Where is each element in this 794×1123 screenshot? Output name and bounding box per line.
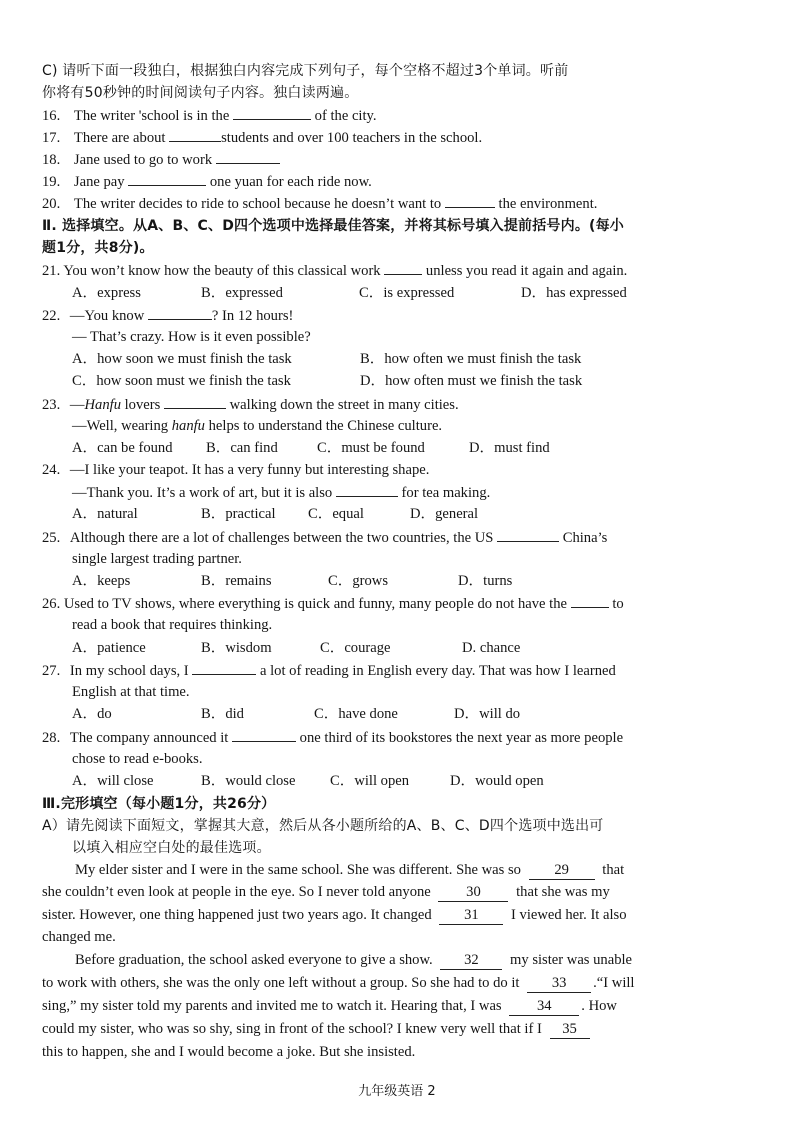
answer-blank[interactable] (445, 193, 495, 208)
answer-blank[interactable] (192, 660, 256, 675)
answer-blank[interactable] (232, 727, 296, 742)
option-b[interactable]: B．can find (206, 440, 278, 456)
passage-line: this to happen, she and I would become a joke. But she insisted. (42, 1044, 416, 1060)
answer-blank[interactable] (497, 527, 559, 542)
question-25-line1 (42, 527, 607, 548)
question-17 (42, 127, 482, 148)
question-text: ? In 12 hours! (211, 308, 294, 324)
question-18 (42, 149, 280, 170)
question-text: helps to understand the Chinese culture. (204, 418, 443, 434)
option-c[interactable]: C．courage (320, 640, 391, 656)
question-20 (42, 193, 597, 214)
cloze-blank-30[interactable]: 30 (438, 883, 508, 902)
option-a[interactable]: A．can be found (72, 440, 173, 456)
passage-text: My elder sister and I were in the same school. She was different. She was so (75, 862, 521, 878)
question-22-line1 (42, 305, 293, 326)
option-b[interactable]: B．how often we must finish the task (360, 351, 582, 367)
question-number: 16. (42, 108, 61, 124)
option-d[interactable]: D．would open (450, 773, 544, 789)
answer-blank[interactable] (233, 105, 311, 120)
option-d[interactable]: D．general (410, 506, 479, 522)
question-text: China’s (562, 530, 608, 546)
passage-text: to work with others, she was the only one left without a group. So she had to do it (42, 975, 520, 991)
passage-line (42, 996, 617, 1016)
passage-line (42, 905, 627, 925)
option-a[interactable]: A．natural (72, 506, 138, 522)
passage-line (42, 973, 634, 993)
question-number: 20. (42, 196, 61, 212)
passage-text: I viewed her. It also (511, 907, 627, 923)
cloze-blank-33[interactable]: 33 (527, 974, 591, 993)
option-b[interactable]: B．remains (201, 573, 272, 589)
question-text: In my school days, I (69, 663, 189, 679)
question-text: walking down the street in many cities. (229, 397, 459, 413)
question-number: 22. (42, 308, 61, 324)
question-text: The writer 'school is in the (73, 108, 230, 124)
question-text: —Thank you. It’s a work of art, but it is also (72, 485, 333, 501)
question-text: Jane pay (73, 174, 125, 190)
question-28-line1 (42, 727, 623, 748)
passage-text: . How (581, 998, 617, 1014)
question-25-line2: single largest trading partner. (72, 551, 242, 567)
answer-blank[interactable] (216, 149, 280, 164)
question-number: 23. (42, 397, 61, 413)
passage-text: could my sister, who was so shy, sing in front of the school? I knew very well that if I (42, 1021, 542, 1037)
option-d[interactable]: D．must find (469, 440, 550, 456)
question-number: 18. (42, 152, 61, 168)
question-27-line2: English at that time. (72, 684, 190, 700)
question-text: one yuan for each ride now. (209, 174, 372, 190)
question-21-stem (42, 260, 627, 281)
passage-text: sister. However, one thing happened just two years ago. It changed (42, 907, 432, 923)
option-d[interactable]: D．has expressed (521, 285, 627, 301)
question-26-line1 (42, 593, 624, 614)
option-a[interactable]: A．patience (72, 640, 146, 656)
question-23-line1 (42, 394, 459, 415)
option-d[interactable]: D．will do (454, 706, 521, 722)
question-number: 28. (42, 730, 61, 746)
option-a[interactable]: A．keeps (72, 573, 131, 589)
passage-text: Before graduation, the school asked everyone to give a show. (75, 952, 433, 968)
question-text: The company announced it (69, 730, 229, 746)
hanfu-term: Hanfu (84, 397, 121, 413)
section-c-instruction-line2: 你将有50秒钟的时间阅读句子内容。独白读两遍。 (42, 85, 359, 101)
question-text: —Well, wearing (72, 418, 172, 434)
question-text: 26. Used to TV shows, where everything is quick and funny, many people do not have the (42, 596, 568, 612)
option-b[interactable]: B．expressed (201, 285, 283, 301)
option-c[interactable]: C．will open (330, 773, 410, 789)
question-number: 27. (42, 663, 61, 679)
question-23-line2 (72, 416, 442, 436)
option-b[interactable]: B．did (201, 706, 244, 722)
option-d[interactable]: D．how often must we finish the task (360, 373, 583, 389)
answer-blank[interactable] (169, 127, 221, 142)
question-number: 19. (42, 174, 61, 190)
passage-line: changed me. (42, 929, 116, 945)
question-text: Although there are a lot of challenges between the two countries, the US (69, 530, 494, 546)
answer-blank[interactable] (148, 305, 212, 320)
question-text: Jane used to go to work (73, 152, 213, 168)
passage-text: my sister was unable (510, 952, 633, 968)
option-a[interactable]: A．will close (72, 773, 154, 789)
question-22-line2: — That’s crazy. How is it even possible? (72, 329, 311, 345)
option-c[interactable]: C．equal (308, 506, 364, 522)
question-24-line2 (72, 482, 490, 503)
question-24-line1 (42, 460, 429, 480)
question-19 (42, 171, 372, 192)
question-text: The writer decides to ride to school because he doesn’t want to (73, 196, 442, 212)
option-a[interactable]: A．express (72, 285, 141, 301)
cloze-blank-34[interactable]: 34 (509, 997, 579, 1016)
cloze-blank-29[interactable]: 29 (529, 861, 595, 880)
option-d[interactable]: D. chance (462, 640, 521, 656)
question-text: unless you read it again and again. (425, 263, 628, 279)
passage-text: she couldn’t even look at people in the eye. So I never told anyone (42, 884, 431, 900)
question-text: — (69, 397, 85, 413)
cloze-blank-35[interactable]: 35 (550, 1020, 590, 1039)
option-c[interactable]: C．how soon must we finish the task (72, 373, 291, 389)
option-b[interactable]: B．practical (201, 506, 276, 522)
answer-blank[interactable] (384, 260, 422, 275)
question-28-line2: chose to read e-books. (72, 751, 203, 767)
section-iii-a-instruction-line2: 以填入相应空白处的最佳选项。 (72, 840, 271, 856)
answer-blank[interactable] (336, 482, 398, 497)
option-b[interactable]: B．wisdom (201, 640, 272, 656)
question-27-line1 (42, 660, 616, 681)
option-b[interactable]: B．would close (201, 773, 296, 789)
question-text: students and over 100 teachers in the school. (221, 130, 483, 146)
option-a[interactable]: A．how soon we must finish the task (72, 351, 292, 367)
page-footer: 九年级英语 2 (358, 1084, 436, 1099)
section-ii-instruction-line1: Ⅱ. 选择填空。从A、B、C、D四个选项中选择最佳答案，并将其标号填入提前括号内。(每小 (42, 218, 625, 234)
question-text: one third of its bookstores the next year as more people (299, 730, 624, 746)
answer-blank[interactable] (571, 593, 609, 608)
passage-text: sing,” my sister told my parents and invited me to watch it. Hearing that, I was (42, 998, 502, 1014)
cloze-blank-32[interactable]: 32 (440, 951, 502, 970)
option-c[interactable]: C．grows (328, 573, 388, 589)
option-a[interactable]: A．do (72, 706, 112, 722)
question-text: a lot of reading in English every day. That was how I learned (259, 663, 616, 679)
section-ii-instruction-line2: 题1分，共8分)。 (42, 240, 154, 256)
option-c[interactable]: C．is expressed (359, 285, 455, 301)
question-number: 17. (42, 130, 61, 146)
passage-text: that (602, 862, 625, 878)
question-text: There are about (73, 130, 166, 146)
answer-blank[interactable] (128, 171, 206, 186)
cloze-blank-31[interactable]: 31 (439, 906, 503, 925)
passage-text: that she was my (516, 884, 610, 900)
question-text: —I like your teapot. It has a very funny but interesting shape. (69, 462, 430, 478)
question-text: —You know (69, 308, 145, 324)
question-26-line2: read a book that requires thinking. (72, 617, 273, 633)
passage-text: .“I will (593, 975, 635, 991)
question-number: 24. (42, 462, 61, 478)
section-iii-title: Ⅲ.完形填空（每小题1分，共26分） (42, 796, 276, 812)
question-text: lovers (120, 397, 161, 413)
passage-line (75, 860, 624, 880)
option-c[interactable]: C．have done (314, 706, 398, 722)
answer-blank[interactable] (164, 394, 226, 409)
option-d[interactable]: D．turns (458, 573, 513, 589)
question-text: to (612, 596, 624, 612)
section-iii-a-instruction-line1: A）请先阅读下面短文，掌握其大意，然后从各小题所给的A、B、C、D四个选项中选出可 (42, 818, 604, 834)
passage-line (42, 882, 610, 902)
question-number: 25. (42, 530, 61, 546)
question-text: the environment. (498, 196, 598, 212)
section-c-instruction-line1: C) 请听下面一段独白，根据独白内容完成下列句子，每个空格不超过3个单词。听前 (42, 63, 569, 79)
passage-line (75, 950, 632, 970)
passage-line (42, 1019, 590, 1039)
question-16 (42, 105, 377, 126)
question-text: for tea making. (401, 485, 491, 501)
option-c[interactable]: C．must be found (317, 440, 425, 456)
question-text: 21. You won’t know how the beauty of this classical work (42, 263, 381, 279)
question-text: of the city. (314, 108, 377, 124)
hanfu-term: hanfu (171, 418, 205, 434)
